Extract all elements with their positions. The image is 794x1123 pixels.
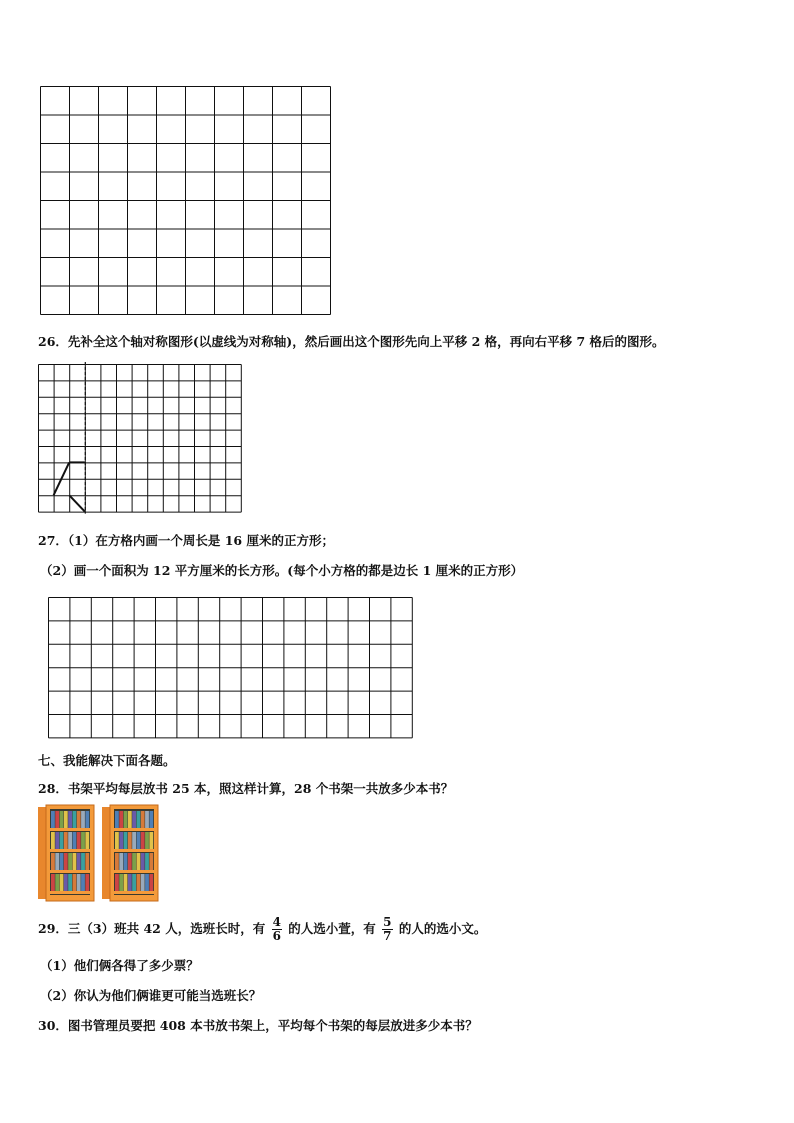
fraction-1-denominator: 6	[272, 929, 281, 943]
fraction-4-6	[272, 916, 282, 943]
fraction-2-numerator: 5	[383, 915, 392, 929]
question-29-sub1: （1）他们俩各得了多少票？	[40, 958, 199, 973]
answer-grid-top	[40, 86, 332, 316]
question-30-text: 30．图书管理员要把 408 本书放书架上，平均每个书架的每层放进多少本书？	[38, 1018, 478, 1033]
answer-grid-27	[48, 597, 412, 739]
question-26-text: 26．先补全这个轴对称图形(以虚线为对称轴)，然后画出这个图形先向上平移 2 格，再向右平移 7 格后的图形。	[38, 334, 665, 349]
q29-part-b: 的人选小萱，有	[288, 921, 376, 936]
question-27-line1: 27．（1）在方格内画一个周长是 16 厘米的正方形；	[38, 533, 334, 548]
question-27-line2: （2）画一个面积为 12 平方厘米的长方形。(每个小方格的都是边长 1 厘米的正方形）	[40, 563, 524, 578]
bookshelf-icon	[38, 805, 160, 903]
q29-part-c: 的人的选小文。	[398, 921, 487, 936]
question-29-sub2: （2）你认为他们俩谁更可能当选班长？	[40, 988, 262, 1003]
question-28-text: 28．书架平均每层放书 25 本，照这样计算，28 个书架一共放多少本书？	[38, 781, 454, 796]
fraction-5-7	[382, 916, 392, 943]
q29-part-a: 29．三（3）班共 42 人，选班长时，有	[38, 921, 266, 936]
fraction-2-denominator: 7	[383, 929, 392, 943]
fraction-1-numerator: 4	[272, 915, 281, 929]
question-29-text	[38, 912, 486, 946]
section-7-title: 七、我能解决下面各题。	[38, 753, 176, 768]
symmetry-grid	[38, 364, 244, 514]
